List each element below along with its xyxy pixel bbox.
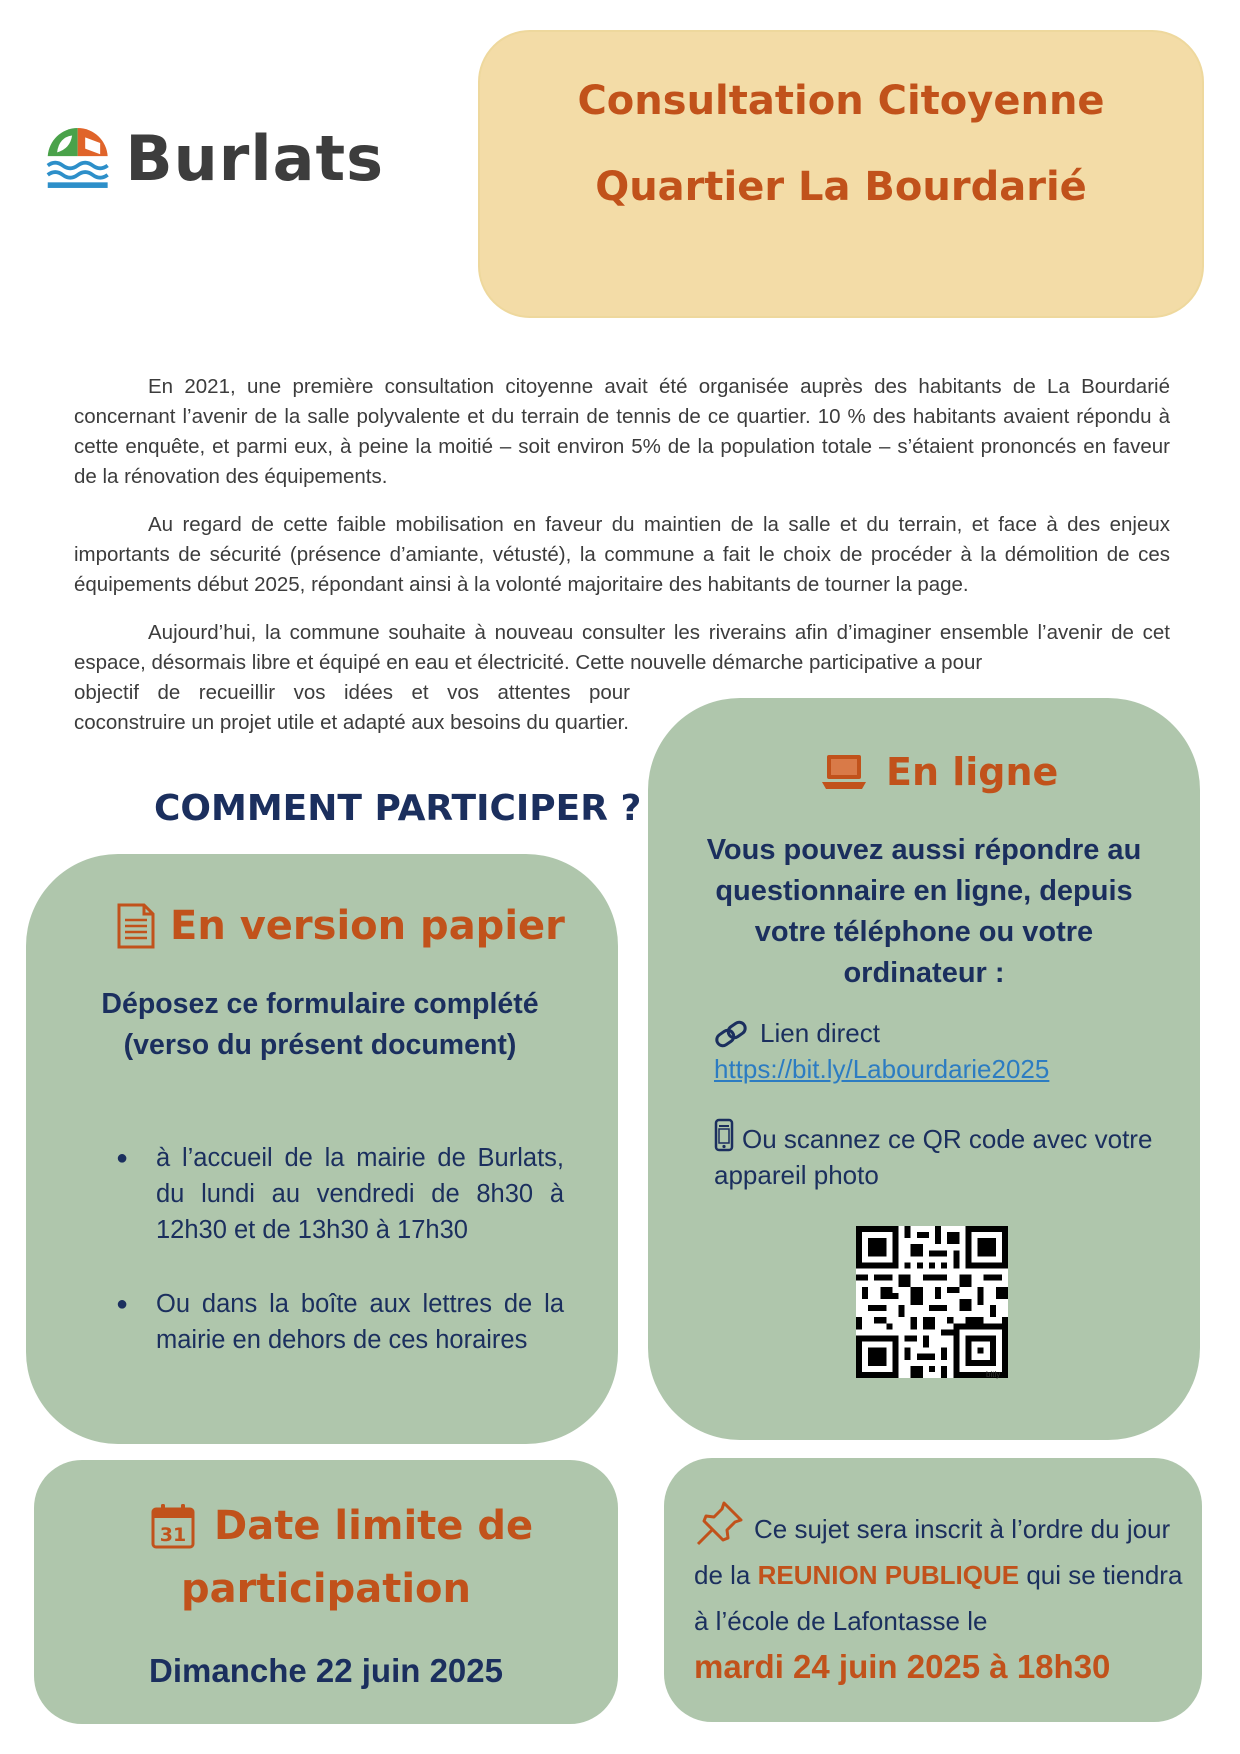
calendar-icon <box>150 1502 196 1550</box>
meeting-text-before: Ce sujet sera inscrit à l’ordre du jour de la <box>694 1514 1171 1590</box>
list-item <box>116 1140 564 1248</box>
direct-link-label: Lien direct <box>760 1018 880 1048</box>
bullet-dot: ● <box>116 1147 129 1169</box>
survey-link[interactable]: https://bit.ly/Labourdarie2025 <box>714 1054 1050 1084</box>
bullet-dot: ● <box>116 1293 129 1315</box>
laptop-icon <box>820 752 868 792</box>
brand-name: Burlats <box>125 121 384 195</box>
title-banner <box>478 30 1204 318</box>
online-heading-text: En ligne <box>886 750 1059 794</box>
paper-bullets <box>116 1140 564 1358</box>
bullet-text: Ou dans la boîte aux lettres de la mairie en dehors de ces horaires <box>156 1290 564 1354</box>
pushpin-icon <box>694 1500 744 1546</box>
deadline-heading-line2: participation <box>180 1566 472 1612</box>
online-heading <box>820 750 1058 794</box>
paper-heading <box>116 902 565 950</box>
meeting-text-after: qui se tiendra à l’école de Lafontasse le <box>694 1560 1183 1636</box>
qr-instructions-text: Ou scannez ce QR code avec votre appareil photo <box>714 1124 1153 1190</box>
bullet-text: à l’accueil de la mairie de Burlats, du lundi au vendredi de 8h30 à 12h30 et de 13h30 à 17h30 <box>156 1144 564 1244</box>
direct-link-label-row <box>714 1018 880 1049</box>
paper-heading-text: En version papier <box>170 903 565 949</box>
link-icon <box>714 1019 748 1049</box>
intro-paragraph-1: En 2021, une première consultation citoyenne avait été organisée auprès des habitants de La Bourdarié concernant l’avenir de la salle polyvalente et du terrain de tennis de ce quartier. 10 % des habitants avaient répondu à cette enquête, et parmi eux, à peine la moitié – soit environ 5% de la population totale – s’étaient prononcés en faveur de la rénovation des équipements. <box>74 375 1170 488</box>
brand-logo <box>44 118 384 198</box>
document-icon <box>116 902 156 950</box>
paper-subheading: Déposez ce formulaire complété (verso du présent document) <box>101 988 539 1061</box>
deadline-heading-line1: Date limite de <box>214 1503 534 1549</box>
meeting-text <box>694 1500 1188 1692</box>
qr-caption: bitly <box>986 1370 1001 1379</box>
calendar-day: 31 <box>159 1524 187 1546</box>
intro-paragraph-3-end: objectif de recueillir vos idées et vos attentes pour coconstruire un projet utile et adapté aux besoins du quartier. <box>74 681 630 734</box>
online-subheading: Vous pouvez aussi répondre au questionnaire en ligne, depuis votre téléphone ou votre ordinateur : <box>706 834 1142 989</box>
logo-mark-icon <box>44 122 111 194</box>
intro-paragraph-3: Aujourd’hui, la commune souhaite à nouveau consulter les riverains afin d’imaginer ensemble l’avenir de cet espace, désormais libre et équipé en eau et électricité. Cette nouvelle démarche participative a pour <box>74 621 1170 674</box>
meeting-highlight: REUNION PUBLIQUE <box>757 1560 1020 1590</box>
how-to-heading: COMMENT PARTICIPER ? <box>154 788 642 829</box>
qr-instructions <box>714 1118 1174 1193</box>
title-line1: Consultation Citoyenne <box>577 78 1105 124</box>
intro-paragraph-2: Au regard de cette faible mobilisation en faveur du maintien de la salle et du terrain, et face à des enjeux importants de sécurité (présence d’amiante, vétusté), la commune a fait le choix de procéder à la démolition de ces équipements début 2025, répondant ainsi à la volonté majoritaire des habitants de tourner la page. <box>74 513 1170 596</box>
list-item <box>116 1286 564 1358</box>
meeting-datetime: mardi 24 juin 2025 à 18h30 <box>694 1648 1111 1685</box>
title-line2: Quartier La Bourdarié <box>595 164 1087 210</box>
phone-icon <box>714 1118 734 1152</box>
deadline-date: Dimanche 22 juin 2025 <box>149 1652 503 1689</box>
qr-code[interactable] <box>856 1226 1008 1378</box>
deadline-heading <box>150 1502 533 1550</box>
